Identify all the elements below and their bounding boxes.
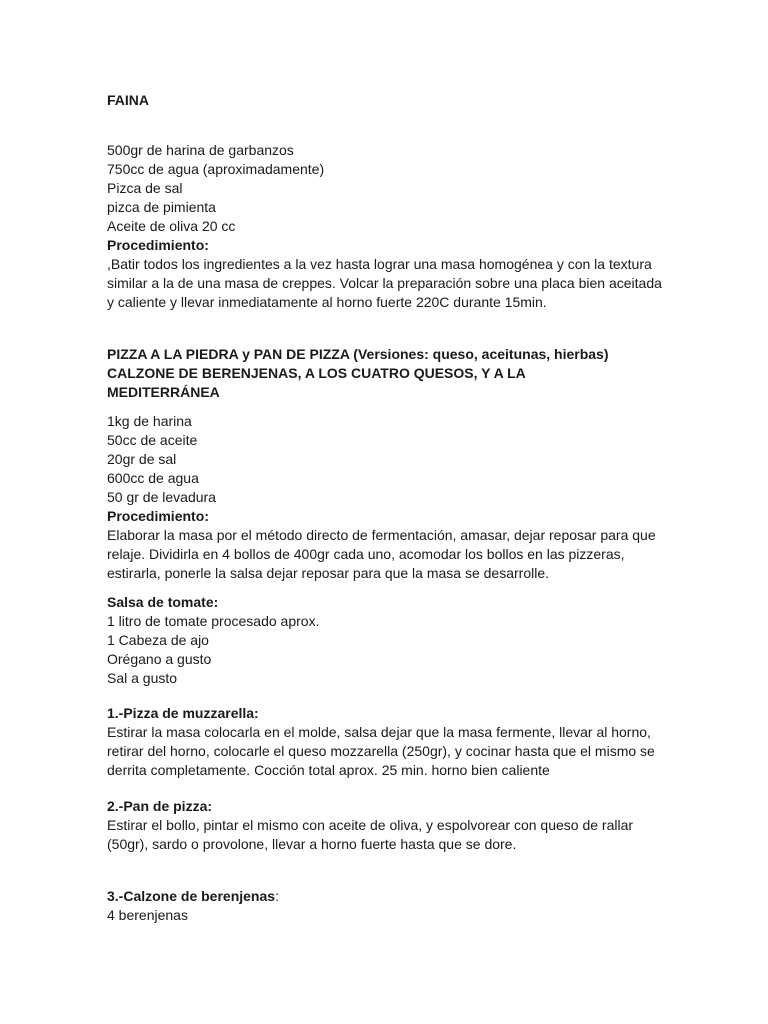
pizza-ingredient: 50 gr de levadura: [107, 489, 216, 505]
calzone-heading: [107, 887, 667, 906]
calzone-label-suffix: :: [275, 888, 279, 904]
pizza-procedure-line: relaje. Dividirla en 4 bollos de 400gr cada uno, acomodar los bollos en las pizzeras,: [107, 546, 625, 562]
document-page: [107, 91, 667, 925]
salsa-item: Orégano a gusto: [107, 651, 212, 667]
spacer: [107, 583, 667, 593]
pizza-ingredient: 600cc de agua: [107, 470, 199, 486]
pizza-title-line: CALZONE DE BERENJENAS, A LOS CUATRO QUESOS, Y A LA: [107, 365, 526, 381]
salsa-item: Sal a gusto: [107, 670, 178, 686]
faina-procedure-label: Procedimiento:: [107, 237, 209, 253]
faina-ingredient: 500gr de harina de garbanzos: [107, 142, 294, 158]
salsa-items: [107, 612, 667, 688]
pizza-title-line: MEDITERRÁNEA: [107, 384, 220, 400]
spacer: [107, 312, 667, 345]
pizza-title-line: PIZZA A LA PIEDRA y PAN DE PIZZA (Versiones: queso, aceitunas, hierbas): [107, 346, 609, 362]
pizza-ingredient: 20gr de sal: [107, 451, 177, 467]
spacer: [107, 402, 667, 412]
pizza-ingredient: 50cc de aceite: [107, 432, 198, 448]
faina-procedure-line: similar a la de una masa de creppes. Volcar la preparación sobre una placa bien aceitada: [107, 275, 662, 291]
salsa-label: Salsa de tomate:: [107, 594, 219, 610]
faina-title: FAINA: [107, 92, 149, 108]
pizza-procedure-label: Procedimiento:: [107, 508, 209, 524]
spacer: [107, 854, 667, 887]
muzzarella-line: derrita completamente. Cocción total aprox. 25 min. horno bien caliente: [107, 762, 550, 778]
pizza-ingredient: 1kg de harina: [107, 413, 192, 429]
pan-pizza-line: Estirar el bollo, pintar el mismo con aceite de oliva, y espolvorear con queso de rallar: [107, 817, 634, 833]
calzone-items: [107, 906, 667, 925]
pan-pizza-text: [107, 816, 667, 854]
faina-ingredient: Aceite de oliva 20 cc: [107, 218, 236, 234]
pizza-title: [107, 345, 667, 402]
faina-procedure: [107, 255, 667, 312]
calzone-label: 3.-Calzone de berenjenas: [107, 888, 276, 904]
faina-ingredients: [107, 141, 667, 236]
spacer: [107, 780, 667, 797]
spacer: [107, 688, 667, 704]
muzzarella-text: [107, 723, 667, 780]
muzzarella-line: Estirar la masa colocarla en el molde, salsa dejar que la masa fermente, llevar al horno,: [107, 724, 651, 740]
pizza-procedure-line: Elaborar la masa por el método directo de fermentación, amasar, dejar reposar para que: [107, 527, 656, 543]
faina-ingredient: 750cc de agua (aproximadamente): [107, 161, 325, 177]
pan-pizza-label: 2.-Pan de pizza:: [107, 798, 213, 814]
faina-procedure-line: y caliente y llevar inmediatamente al horno fuerte 220C durante 15min.: [107, 294, 547, 310]
pizza-procedure-line: estirarla, ponerle la salsa dejar reposar para que la masa se desarrolle.: [107, 565, 550, 581]
calzone-item: 4 berenjenas: [107, 907, 188, 923]
muzzarella-label: 1.-Pizza de muzzarella:: [107, 705, 259, 721]
spacer: [107, 110, 667, 141]
faina-ingredient: pizca de pimienta: [107, 199, 216, 215]
faina-procedure-line: ,Batir todos los ingredientes a la vez hasta lograr una masa homogénea y con la textura: [107, 256, 652, 272]
salsa-item: 1 Cabeza de ajo: [107, 632, 209, 648]
muzzarella-line: retirar del horno, colocarle el queso mozzarella (250gr), y cocinar hasta que el mismo se: [107, 743, 655, 759]
pan-pizza-line: (50gr), sardo o provolone, llevar a horno fuerte hasta que se dore.: [107, 836, 517, 852]
faina-ingredient: Pizca de sal: [107, 180, 183, 196]
salsa-item: 1 litro de tomate procesado aprox.: [107, 613, 320, 629]
pizza-ingredients: [107, 412, 667, 507]
pizza-procedure: [107, 526, 667, 583]
